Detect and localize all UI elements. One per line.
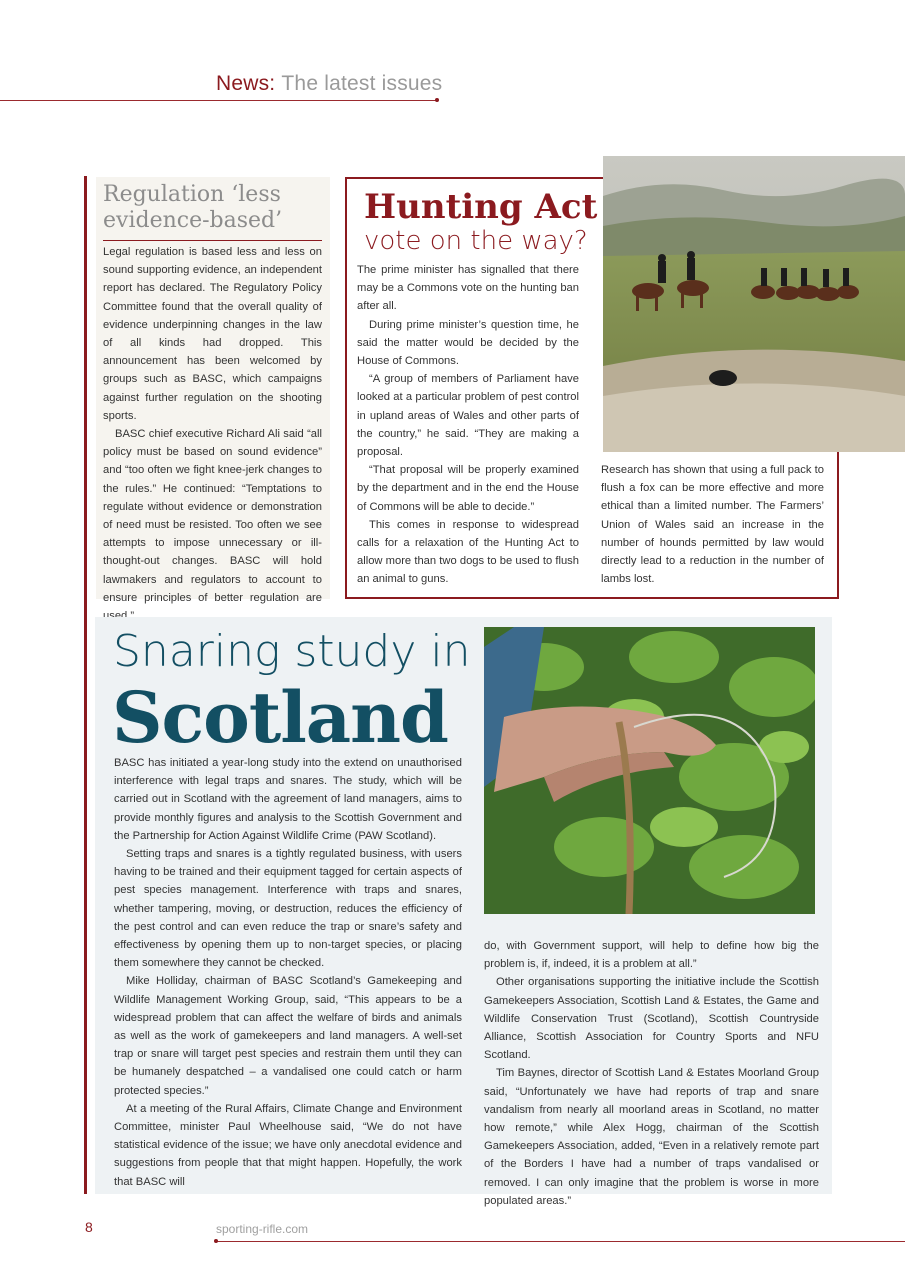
left-accent-bar — [84, 176, 87, 1194]
section-label: News: — [216, 72, 276, 95]
hunting-column-2 — [601, 461, 824, 588]
regulation-body — [103, 243, 322, 625]
regulation-paragraph: Legal regulation is based less and less on sound supporting evidence, an independent report has declared. The Regulatory Policy Committee found that the overall quality of evidence underpinning changes in the law of all kinds had dropped. This announcement has been welcomed by groups such as BASC, which campaigns against further regulation on the shooting sports. — [103, 246, 322, 422]
snare-hand-photo — [484, 627, 815, 914]
snaring-paragraph: do, with Government support, will help to define how big the problem is, if, indeed, it is a problem at all.” — [484, 940, 819, 971]
snaring-column-2 — [484, 937, 819, 1210]
hunting-paragraph: Research has shown that using a full pack to flush a fox can be more effective and more ethical than a limited number. The Farmers’ Union of Wales said an increase in the number of hounds permitted by law would directly lead to a reduction in the number of lambs lost. — [601, 464, 824, 586]
snaring-paragraph: Tim Baynes, director of Scottish Land & Estates Moorland Group said, “Unfortunately we have had reports of trap and snare vandalism from nearly all moorland areas in Scotland, no matter how remote,” while Alex Hogg, chairman of the Scottish Gamekeepers Association, added, “Even in a relatively remote part of the Borders I have had a number of traps vandalised or removed. I can only imagine that the problem is worse in more populated areas.” — [484, 1067, 819, 1207]
hunting-paragraph: This comes in response to widespread calls for a relaxation of the Hunting Act to allow more than two dogs to be used to flush an animal to guns. — [357, 518, 579, 586]
header-rule-dot — [435, 98, 439, 102]
snaring-paragraph: Setting traps and snares is a tightly regulated business, with users having to be trained and their equipment tagged for certain aspects of pest species management. Interference with traps and snares, whether tampering, moving, or destruction, reduces the efficiency of the pest control and can even reduce the trap or snare’s safety and effectiveness by opening them up to non-target species, or placing them somewhere they cannot be checked. — [114, 848, 462, 970]
regulation-paragraph: BASC chief executive Richard Ali said “all policy must be based on sound evidence” and “too often we fight knee-jerk changes to the rules.” He continued: “Temptations to regulate without evidence or demonstration of need must be resisted. Too often we see attempts to impose unnecessary or ill-thought-out changes. BASC will hold lawmakers and regulators to account to ensure principles of better regulation are — [103, 428, 322, 604]
hunting-paragraph: The prime minister has signalled that there may be a Commons vote on the hunting ban after all. — [357, 264, 579, 313]
footer-rule — [215, 1241, 905, 1242]
hunting-paragraph: During prime minister’s question time, he said the matter would be decided by the House of Commons. — [357, 318, 579, 368]
regulation-title-rule — [103, 240, 322, 241]
hunt-riders-photo — [603, 156, 905, 452]
hunting-title-light: vote on the way? — [364, 226, 588, 256]
section-header — [216, 72, 442, 96]
snaring-paragraph: At a meeting of the Rural Affairs, Climate Change and Environment Committee, minister Paul Wheelhouse said, “We do not have statistical evidence of the issue; we have only anecdotal evidence and suggestions from people that that might happen. Hopefully, the work that BASC will — [114, 1102, 462, 1188]
snaring-paragraph: BASC has initiated a year-long study into the extend on unauthorised interference with legal traps and snares. The study, which will be carried out in Scotland with the agreement of land managers, aims to provide monthly figures and analysis to the Scottish Government and the Partnership for Action Against Wildlife Crime (PAW Scotland). — [114, 757, 462, 842]
hunting-paragraph: “That proposal will be properly examined by the department and in the end the House of Commons will be able to decide.” — [357, 464, 579, 513]
regulation-title: Regulation ‘less evidence-based’ — [103, 182, 283, 233]
hunting-paragraph: “A group of members of Parliament have looked at a particular problem of pest control in upland areas of Wales and other parts of the country,” he said. “They are making a proposal. — [357, 373, 579, 459]
page-number: 8 — [85, 1219, 93, 1235]
snaring-paragraph: Other organisations supporting the initiative include the Scottish Gamekeepers Association, Scottish Land & Estates, the Game and Wildlife Conservation Trust (Scotland), Scottish Countryside Alliance, Scottish Association for Country Sports and NFU Scotland. — [484, 976, 819, 1062]
footer-rule-dot — [214, 1239, 218, 1243]
section-subtitle: The latest issues — [281, 72, 443, 95]
hunt-riders-illustration — [603, 156, 905, 452]
header-rule — [0, 100, 438, 101]
snaring-title-bold: Scotland — [112, 676, 448, 759]
snare-hand-illustration — [484, 627, 815, 914]
snaring-paragraph: Mike Holliday, chairman of BASC Scotland’s Gamekeeping and Wildlife Management Working Group, said, “This appears to be a widespread problem that can affect the welfare of birds and animals as well as the work of gamekeepers and land managers. A well-set trap or snare will target pest species and restrain them until they can be humanely despatched – a vandalised one could catch or harm protected species.” — [114, 975, 462, 1097]
hunting-title-bold: Hunting Act — [364, 187, 598, 227]
snaring-title-light: Snaring study in — [113, 626, 471, 677]
hunting-column-1 — [357, 261, 579, 589]
site-url: sporting-rifle.com — [216, 1222, 309, 1236]
snaring-column-1 — [114, 754, 462, 1191]
